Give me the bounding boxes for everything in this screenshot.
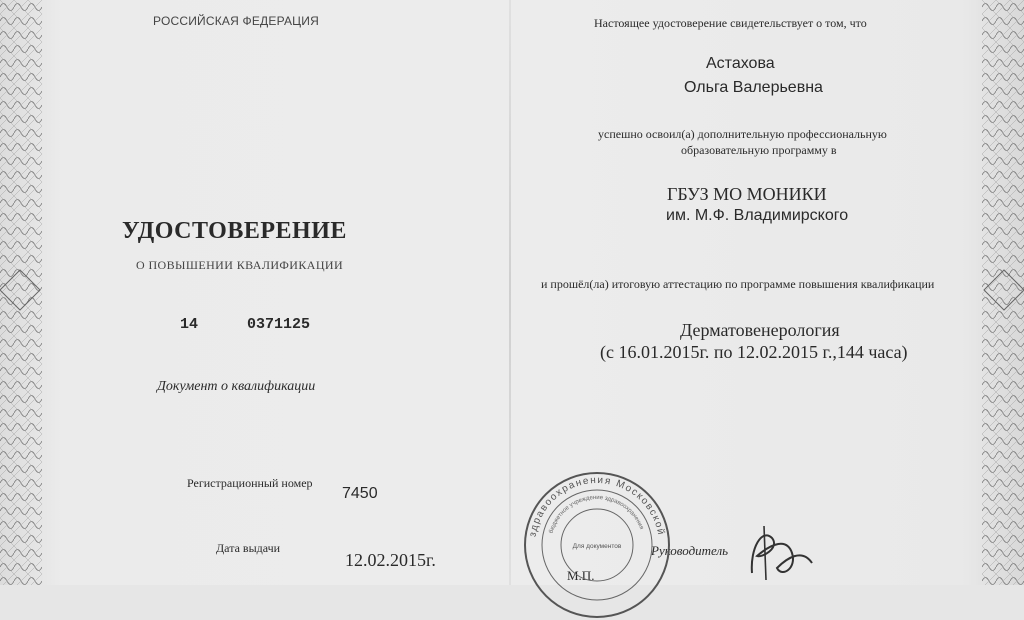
completed-text-line1: успешно освоил(а) дополнительную профессиональную	[598, 127, 887, 141]
svg-text:здравоохранения Московской	[528, 475, 667, 538]
head-label: Руководитель	[651, 543, 729, 558]
holder-given-names: Ольга Валерьевна	[684, 79, 823, 96]
stamp-outer-text: здравоохранения Московской	[527, 474, 667, 538]
guilloche-border-left	[0, 0, 42, 585]
institution-name: ГБУЗ МО МОНИКИ	[667, 184, 827, 204]
completed-text-line2: образовательную программу в	[681, 143, 837, 157]
issue-date-label: Дата выдачи	[216, 541, 281, 555]
document-subtitle: О ПОВЫШЕНИИ КВАЛИФИКАЦИИ	[136, 258, 344, 272]
document-number: 0371125	[247, 316, 311, 333]
reg-number-value: 7450	[342, 485, 378, 502]
stamp-center-text: Для документов	[572, 543, 622, 550]
attestation-text: и прошёл(ла) итоговую аттестацию по программе повышения квалификации	[541, 277, 935, 291]
signature	[742, 518, 822, 585]
country-heading: РОССИЙСКАЯ ФЕДЕРАЦИЯ	[153, 14, 319, 28]
official-stamp	[522, 470, 672, 620]
program-period: (с 16.01.2015г. по 12.02.2015 г.,144 часа)	[600, 342, 908, 362]
institution-named-after: им. М.Ф. Владимирского	[666, 207, 849, 224]
reg-number-label: Регистрационный номер	[187, 476, 313, 490]
document-title: УДОСТОВЕРЕНИЕ	[122, 218, 347, 244]
guilloche-border-right	[982, 0, 1024, 585]
document-type: Документ о квалификации	[157, 379, 316, 394]
holder-surname: Астахова	[706, 55, 775, 72]
stamp-inner-text: бюджетное учреждение здравоохранения	[548, 494, 645, 535]
seal-label: М.П.	[567, 568, 595, 583]
page-fold	[509, 0, 511, 585]
program-name: Дерматовенерология	[680, 320, 840, 340]
document-series: 14	[180, 316, 199, 333]
issue-date-value: 12.02.2015г.	[345, 550, 436, 570]
certifies-text: Настоящее удостоверение свидетельствует о том, что	[594, 16, 867, 30]
